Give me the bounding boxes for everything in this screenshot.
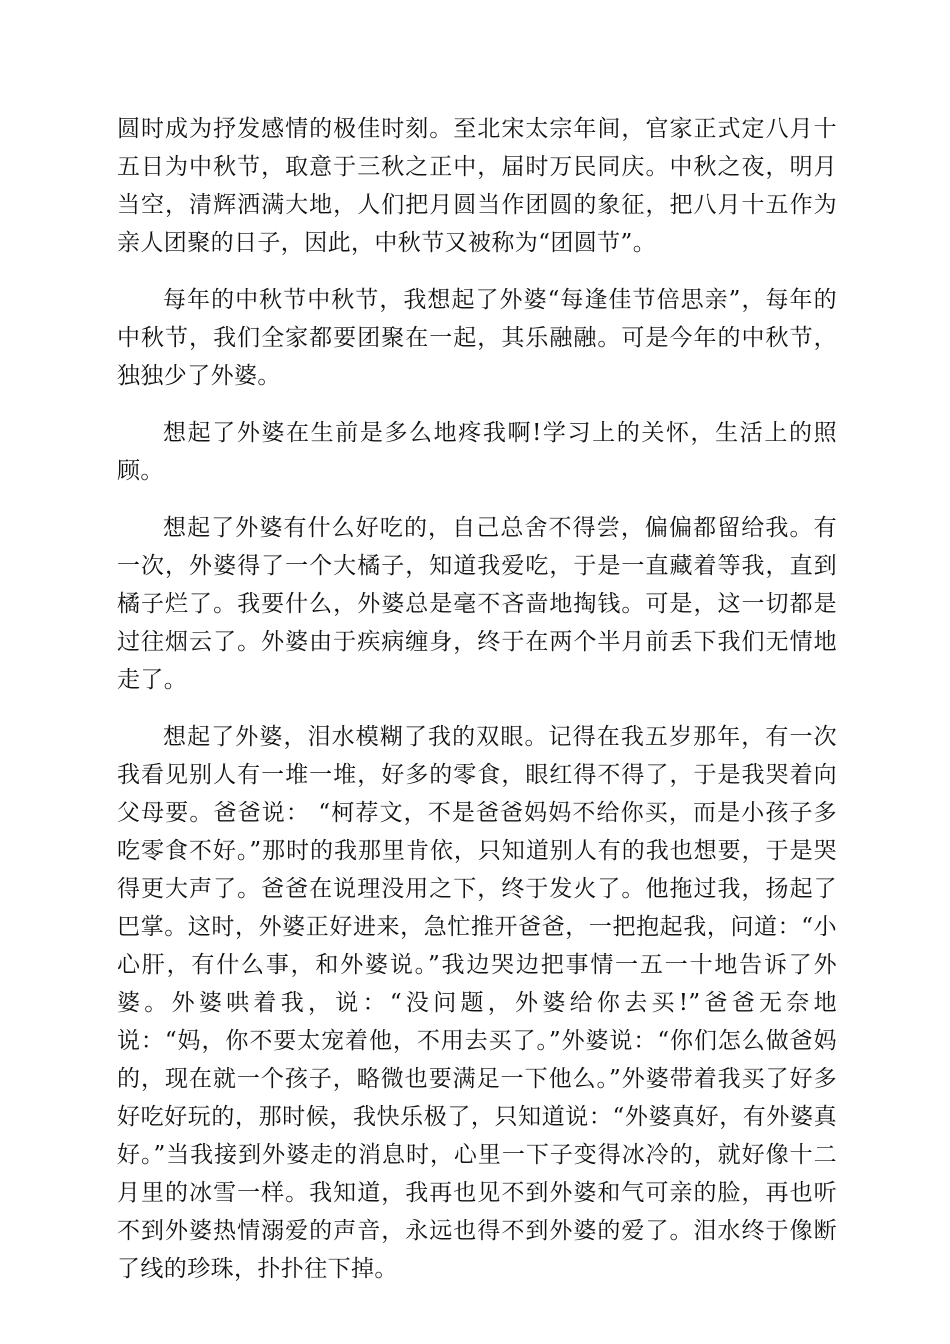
paragraph-2: 每年的中秋节中秋节，我想起了外婆“每逢佳节倍思亲”，每年的中秋节，我们全家都要团聚在一起，其乐融融。可是今年的中秋节，独独少了外婆。 xyxy=(117,287,837,389)
paragraph-3: 想起了外婆在生前是多么地疼我啊!学习上的关怀，生活上的照顾。 xyxy=(117,420,837,484)
paragraph-4: 想起了外婆有什么好吃的，自己总舍不得尝，偏偏都留给我。有一次，外婆得了一个大橘子，知道我爱吃，于是一直藏着等我，直到橘子烂了。我要什么，外婆总是毫不吝啬地掏钱。可是，这一切都是过往烟云了。外婆由于疾病缠身，终于在两个半月前丢下我们无情地走了。 xyxy=(117,515,837,693)
document-body xyxy=(117,110,837,1307)
paragraph-1: 圆时成为抒发感情的极佳时刻。至北宋太宗年间，官家正式定八月十五日为中秋节，取意于三秋之正中，届时万民同庆。中秋之夜，明月当空，清辉洒满大地，人们把月圆当作团圆的象征，把八月十五作为亲人团聚的日子，因此，中秋节又被称为“团圆节”。 xyxy=(117,116,837,256)
paragraph-5: 想起了外婆，泪水模糊了我的双眼。记得在我五岁那年，有一次我看见别人有一堆一堆，好多的零食，眼红得不得了，于是我哭着向父母要。爸爸说： “柯荐文，不是爸爸妈妈不给你买，而是小孩子多吃零食不好。”那时的我那里肯依，只知道别人有的我也想要，于是哭得更大声了。爸爸在说理没用之下，终于发火了。他拖过我，扬起了巴掌。这时，外婆正好进来，急忙推开爸爸，一把抱起我，问道：“小心肝，有什么事，和外婆说。”我边哭边把事情一五一十地告诉了外婆。外婆哄着我，说：“没问题，外婆给你去买!”爸爸无奈地说：“妈，你不要太宠着他，不用去买了。”外婆说：“你们怎么做爸妈的，现在就一个孩子，略微也要满足一下他么。”外婆带着我买了好多好吃好玩的，那时候，我快乐极了，只知道说：“外婆真好，有外婆真好。”当我接到外婆走的消息时，心里一下子变得冰冷的，就好像十二月里的冰雪一样。我知道，我再也见不到外婆和气可亲的脸，再也听不到外婆热情溺爱的声音，永远也得不到外婆的爱了。泪水终于像断了线的珍珠，扑扑往下掉。 xyxy=(117,724,837,1282)
